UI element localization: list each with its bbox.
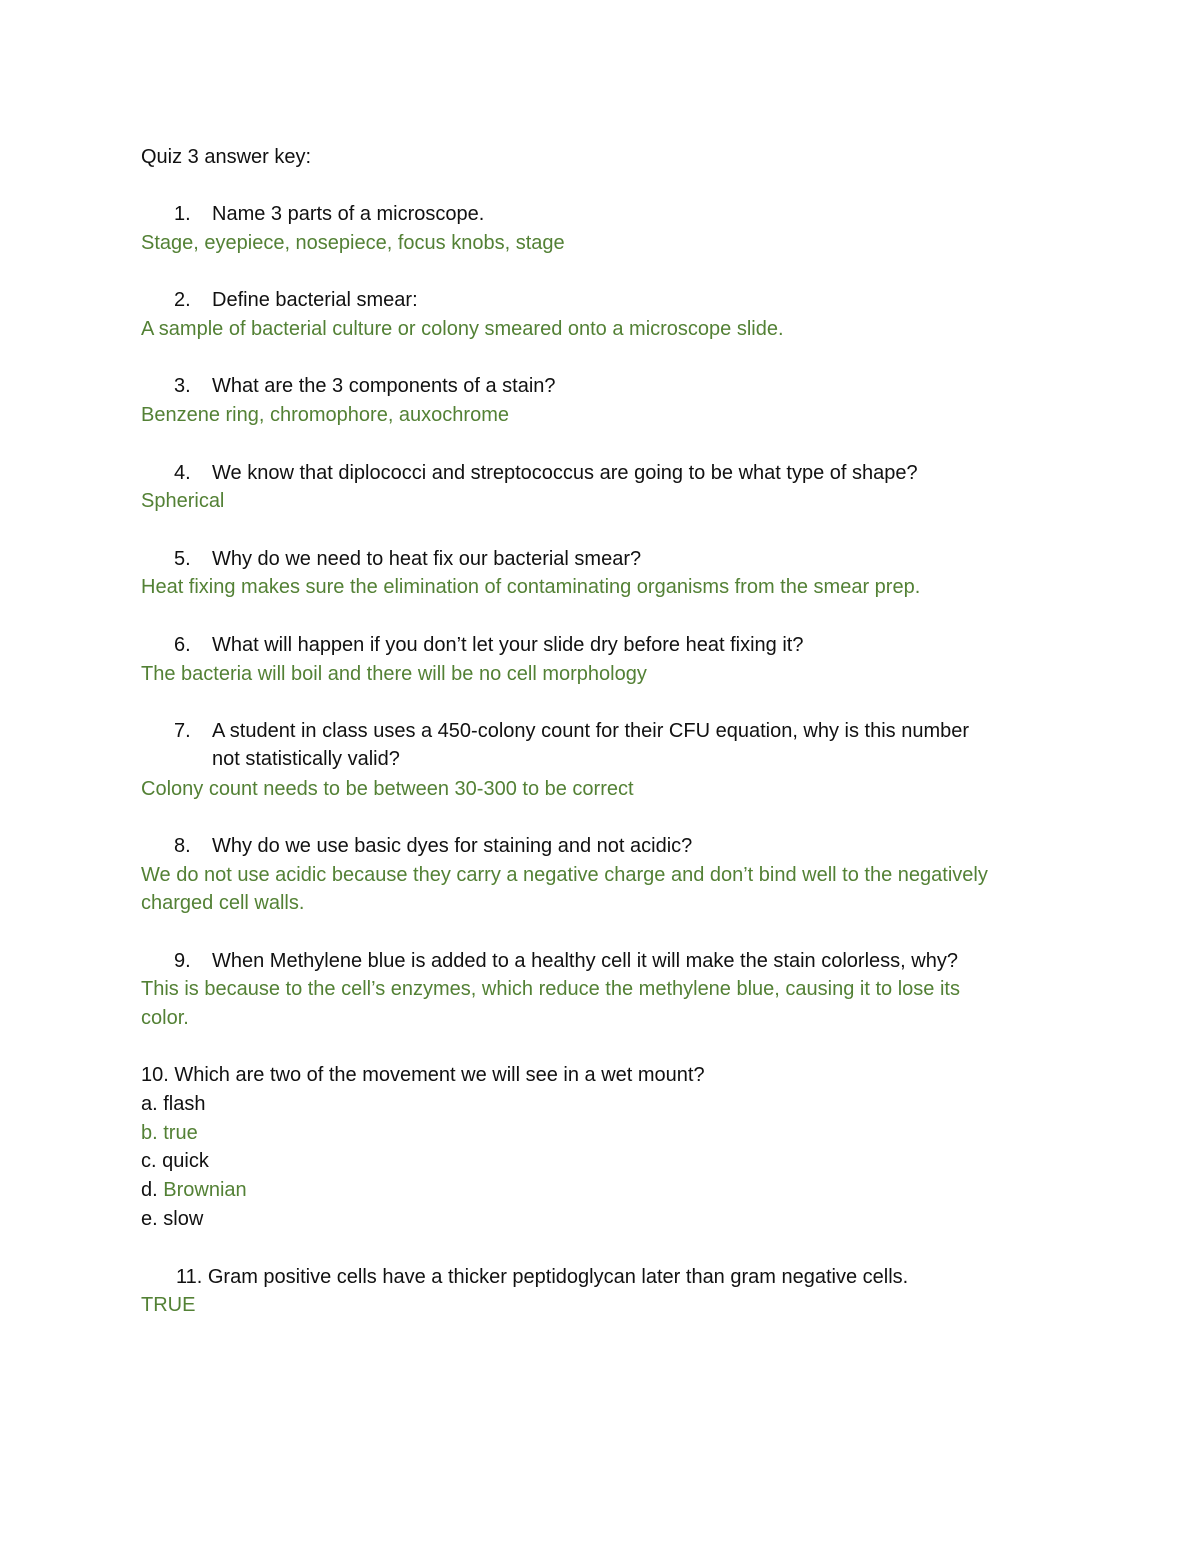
question-number: 5. <box>174 548 191 570</box>
option-d <box>141 1176 247 1204</box>
document-title: Quiz 3 answer key: <box>141 146 312 168</box>
option-prefix: a. <box>141 1093 164 1115</box>
answer-4: Spherical <box>141 490 225 512</box>
answer-8-line-1: We do not use acidic because they carry a negative charge and don’t bind well to the negatively <box>141 864 988 886</box>
question-number: 9. <box>174 950 191 972</box>
question-11: 11. Gram positive cells have a thicker peptidoglycan later than gram negative cells. <box>176 1266 909 1288</box>
question-text-line-2: not statistically valid? <box>212 748 400 770</box>
option-label: flash <box>163 1093 206 1115</box>
option-label: slow <box>163 1208 204 1230</box>
answer-9-line-2: color. <box>141 1007 189 1029</box>
question-number: 4. <box>174 462 191 484</box>
question-number: 3. <box>174 375 191 397</box>
question-text: Name 3 parts of a microscope. <box>212 203 485 225</box>
option-prefix: d. <box>141 1179 164 1201</box>
question-10: 10. Which are two of the movement we will see in a wet mount? <box>141 1064 705 1086</box>
answer-8-line-2: charged cell walls. <box>141 892 305 914</box>
answer-3: Benzene ring, chromophore, auxochrome <box>141 404 509 426</box>
question-number: 2. <box>174 289 191 311</box>
question-number: 6. <box>174 634 191 656</box>
answer-9-line-1: This is because to the cell’s enzymes, which reduce the methylene blue, causing it to lose its <box>141 978 960 1000</box>
answer-7: Colony count needs to be between 30-300 to be correct <box>141 778 634 800</box>
option-label: quick <box>162 1150 209 1172</box>
option-prefix: b. <box>141 1122 164 1144</box>
option-prefix: c. <box>141 1150 163 1172</box>
question-text: Why do we need to heat fix our bacterial smear? <box>212 548 642 570</box>
question-number: 8. <box>174 835 191 857</box>
question-text: We know that diplococci and streptococcus are going to be what type of shape? <box>212 462 918 484</box>
question-text: What are the 3 components of a stain? <box>212 375 556 397</box>
answer-11: TRUE <box>141 1294 196 1316</box>
option-c <box>141 1147 209 1175</box>
option-prefix: e. <box>141 1208 164 1230</box>
question-text: What will happen if you don’t let your slide dry before heat fixing it? <box>212 634 804 656</box>
question-text-line-1: A student in class uses a 450-colony count for their CFU equation, why is this number <box>212 720 970 742</box>
answer-1: Stage, eyepiece, nosepiece, focus knobs, stage <box>141 232 565 254</box>
option-label: true <box>163 1122 198 1144</box>
question-text: Define bacterial smear: <box>212 289 418 311</box>
option-e <box>141 1205 203 1233</box>
option-b <box>141 1119 198 1147</box>
question-text: Why do we use basic dyes for staining and not acidic? <box>212 835 693 857</box>
option-a <box>141 1090 206 1118</box>
question-number: 7. <box>174 720 191 742</box>
question-number: 1. <box>174 203 191 225</box>
answer-2: A sample of bacterial culture or colony smeared onto a microscope slide. <box>141 318 784 340</box>
option-label: Brownian <box>163 1179 247 1201</box>
question-text: When Methylene blue is added to a healthy cell it will make the stain colorless, why? <box>212 950 958 972</box>
answer-5: Heat fixing makes sure the elimination of contaminating organisms from the smear prep. <box>141 576 921 598</box>
answer-6: The bacteria will boil and there will be no cell morphology <box>141 663 647 685</box>
